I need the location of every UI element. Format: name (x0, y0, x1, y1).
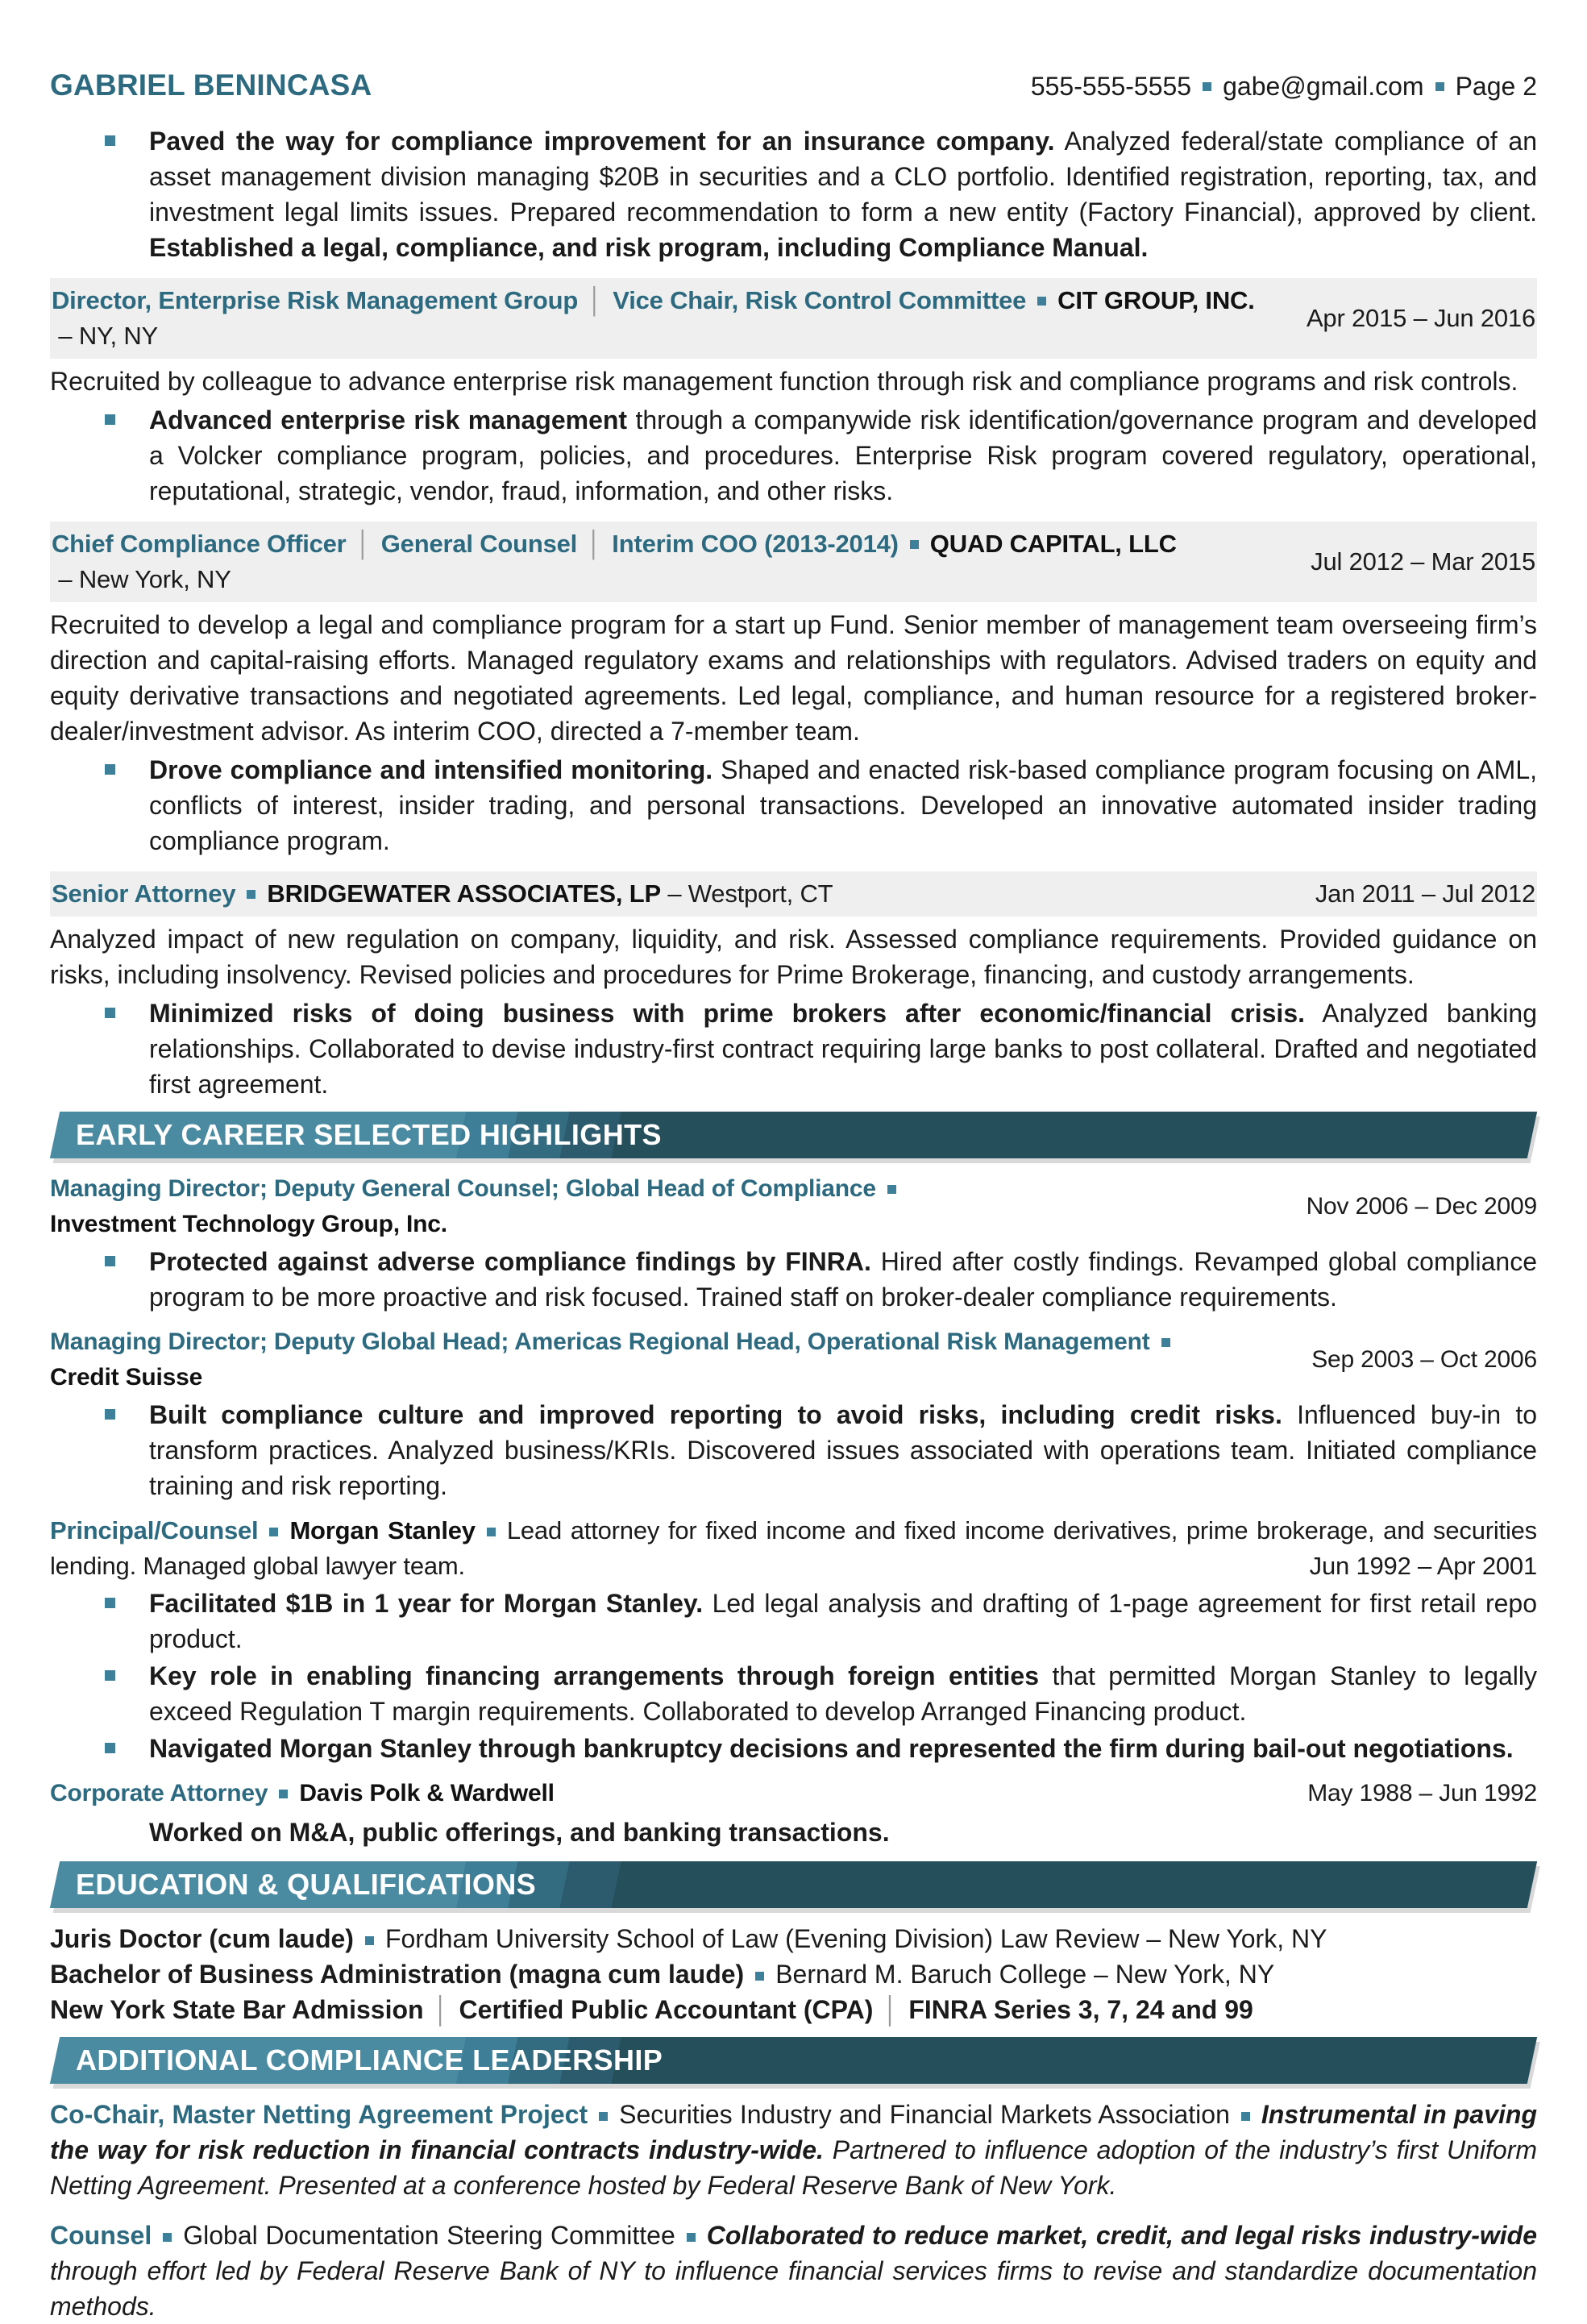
separator-square-icon (910, 540, 919, 549)
company-name: BRIDGEWATER ASSOCIATES, LP (267, 879, 661, 908)
job-title: Director, Enterprise Risk Management Group (52, 286, 579, 314)
school-name: Fordham University School of Law (Evening Division) Law Review – New York, NY (384, 1924, 1327, 1953)
leadership-item (50, 2218, 1537, 2324)
section-title: ADDITIONAL COMPLIANCE LEADERSHIP (76, 2043, 663, 2077)
separator-square-icon (269, 1528, 278, 1536)
email-address: gabe@gmail.com (1223, 72, 1424, 101)
separator-square-icon (1435, 82, 1444, 91)
section-banner-additional-leadership (55, 2037, 1532, 2084)
job-dates: Apr 2015 – Jun 2016 (1306, 304, 1535, 332)
separator-square-icon (487, 1528, 496, 1536)
section-title: EDUCATION & QUALIFICATIONS (76, 1868, 537, 1901)
bullet-item (50, 1397, 1537, 1503)
bullet-square-icon (105, 135, 115, 146)
bullet-square-icon (105, 414, 115, 425)
leadership-highlight: Instrumental in paving the way for risk reduction in financial contracts industry-wide. (50, 2100, 1538, 2164)
job-bullet-list (50, 402, 1537, 509)
job-note: Worked on M&A, public offerings, and banking transactions. (149, 1818, 890, 1847)
job-title-group (52, 526, 1291, 597)
job-title-group (50, 1324, 1292, 1395)
company-name: Morgan Stanley (289, 1516, 476, 1544)
job-heading-morgan-stanley (50, 1513, 1537, 1584)
job-dates: Jun 1992 – Apr 2001 (1309, 1552, 1537, 1580)
separator-square-icon (1203, 82, 1211, 91)
bullet-tail: Established a legal, compliance, and risk program, including Compliance Manual. (149, 233, 1149, 262)
intro-bullet-list (50, 123, 1537, 265)
bullet-item (50, 996, 1537, 1102)
company-location: – NY, NY (52, 322, 159, 350)
separator-square-icon (365, 1936, 374, 1945)
separator-square-icon (887, 1185, 896, 1194)
separator-square-icon (687, 2233, 696, 2242)
job-title: Principal/Counsel (50, 1516, 259, 1544)
bullet-item (50, 1731, 1537, 1766)
section-title: EARLY CAREER SELECTED HIGHLIGHTS (76, 1118, 662, 1151)
education-item (50, 1956, 1537, 1992)
leadership-detail: through effort led by Federal Reserve Bank of NY to influence financial services firms to revise and standardize documentation methods. (50, 2256, 1537, 2321)
pipe-separator: │ (355, 530, 372, 558)
bullet-square-icon (105, 1743, 115, 1753)
leadership-org: Global Documentation Steering Committee (183, 2221, 675, 2250)
separator-square-icon (755, 1972, 764, 1981)
bullet-lead: Advanced enterprise risk management (149, 405, 628, 434)
section-banner-education (55, 1861, 1532, 1908)
bullet-text (149, 402, 1537, 509)
job-dates: Jul 2012 – Mar 2015 (1311, 547, 1535, 576)
company-name: CIT GROUP, INC. (1057, 286, 1255, 314)
job-heading-bridgewater (50, 871, 1537, 917)
separator-square-icon (1161, 1338, 1170, 1347)
job-title: General Counsel (380, 530, 578, 558)
bullet-body: Analyzed banking relationships. Collaborated to devise industry-first contract requiring large banks to post collateral. Drafted and negotiated first agreement. (149, 999, 1538, 1099)
job-title: Managing Director; Deputy General Counsel; Global Head of Compliance (50, 1175, 876, 1202)
section-banner-early-career (55, 1112, 1532, 1158)
separator-square-icon (163, 2233, 172, 2242)
job-title-group (52, 283, 1287, 354)
job-title-group (50, 1776, 555, 1811)
credential: Certified Public Accountant (CPA) (459, 1995, 874, 2024)
bullet-body: Analyzed federal/state compliance of an asset management division managing $20B in securities and a CLO portfolio. Identified registration, reporting, tax, and investment legal limits issues. Prepared recommendation to form a new entity (Factory Financial), approved by client. (149, 127, 1538, 227)
education-item (50, 1921, 1537, 1956)
job-bullet-list (50, 752, 1537, 859)
separator-square-icon (599, 2112, 608, 2121)
bullet-item (50, 1658, 1537, 1729)
job-title: Senior Attorney (52, 879, 236, 908)
leadership-highlight: Collaborated to reduce market, credit, and legal risks industry-wide (706, 2221, 1538, 2250)
job-dates: Nov 2006 – Dec 2009 (1306, 1193, 1537, 1220)
bullet-item (50, 123, 1537, 265)
job-bullet-list (50, 996, 1537, 1102)
contact-line (1031, 69, 1537, 104)
job-bullet-list (50, 1244, 1537, 1315)
bullet-lead: Facilitated $1B in 1 year for Morgan Stanley. (149, 1589, 704, 1618)
bullet-lead: Built compliance culture and improved reporting to avoid risks, including credit risks. (149, 1400, 1282, 1429)
degree-name: Bachelor of Business Administration (magna cum laude) (50, 1960, 745, 1989)
leadership-detail: Partnered to influence adoption of the industry’s first Uniform Netting Agreement. Presented at a conference hosted by Federal Reserve Bank of New York. (50, 2135, 1538, 2200)
bullet-text (149, 123, 1537, 265)
bullet-square-icon (105, 1256, 115, 1266)
school-name: Bernard M. Baruch College – New York, NY (775, 1960, 1275, 1989)
job-summary: Recruited to develop a legal and compliance program for a start up Fund. Senior member of management team overseeing firm’s direction and capital-raising efforts. Managed regulatory exams and relationships with regulators. Advised traders on equity and equity derivative transactions and negotiated agreements. Led legal, compliance, and human resource for a registered broker-dealer/investment advisor. As interim COO, directed a 7-member team. (50, 610, 1537, 746)
leadership-role: Co-Chair, Master Netting Agreement Project (50, 2100, 588, 2129)
job-dates: Jan 2011 – Jul 2012 (1315, 879, 1535, 908)
company-name: Investment Technology Group, Inc. (50, 1211, 447, 1237)
bullet-lead: Navigated Morgan Stanley through bankruptcy decisions and represented the firm during bail-out negotiations. (149, 1734, 1514, 1763)
separator-square-icon (1037, 297, 1046, 306)
job-title-group (50, 1171, 1287, 1242)
candidate-name: GABRIEL BENINCASA (50, 69, 372, 102)
job-dates: Sep 2003 – Oct 2006 (1311, 1346, 1537, 1373)
job-title: Vice Chair, Risk Control Committee (613, 286, 1027, 314)
pipe-separator: │ (587, 530, 603, 558)
credential: FINRA Series 3, 7, 24 and 99 (908, 1995, 1253, 2024)
bullet-item (50, 1244, 1537, 1315)
job-summary: Recruited by colleague to advance enterprise risk management function through risk and compliance programs and risk controls. (50, 367, 1518, 396)
pipe-separator: │ (588, 286, 604, 314)
job-heading-davis-polk (50, 1776, 1537, 1811)
page-number: Page 2 (1455, 72, 1537, 101)
degree-name: Juris Doctor (cum laude) (50, 1924, 354, 1953)
bullet-square-icon (105, 764, 115, 775)
company-location: – New York, NY (52, 565, 231, 593)
job-bullet-list (50, 1397, 1537, 1503)
pipe-separator: │ (883, 1995, 899, 2024)
job-description: Lead attorney for fixed income and fixed income derivatives, prime brokerage, and securities lending. Managed global lawyer team. (50, 1516, 1537, 1580)
job-summary: Analyzed impact of new regulation on company, liquidity, and risk. Assessed compliance requirements. Provided guidance on risks, including insolvency. Revised policies and procedures for Prime Brokerage, financing, and custody arrangements. (50, 925, 1537, 989)
bullet-text (149, 1397, 1537, 1503)
job-bullet-list (50, 1586, 1537, 1766)
leadership-org: Securities Industry and Financial Markets Association (619, 2100, 1230, 2129)
job-title: Chief Compliance Officer (52, 530, 347, 558)
job-heading-itg (50, 1171, 1537, 1242)
phone-number: 555-555-5555 (1030, 72, 1192, 101)
job-heading-credit-suisse (50, 1324, 1537, 1395)
separator-square-icon (279, 1790, 288, 1798)
company-name: Credit Suisse (50, 1364, 203, 1391)
job-heading-quad (50, 522, 1537, 602)
bullet-body: Led legal analysis and drafting of 1-page agreement for first retail repo product. (149, 1589, 1538, 1653)
job-title: Managing Director; Deputy Global Head; Americas Regional Head, Operational Risk Management (50, 1328, 1150, 1355)
job-title: Interim COO (2013-2014) (612, 530, 899, 558)
bullet-square-icon (105, 1008, 115, 1018)
bullet-item (50, 752, 1537, 859)
bullet-body: Hired after costly findings. Revamped global compliance program to be more proactive and risk focused. Trained staff on broker-dealer compliance requirements. (149, 1247, 1538, 1312)
bullet-lead: Minimized risks of doing business with prime brokers after economic/financial crisis. (149, 999, 1306, 1028)
bullet-item (50, 402, 1537, 509)
bullet-square-icon (105, 1670, 115, 1681)
bullet-body: Shaped and enacted risk-based compliance program focusing on AML, conflicts of interest, insider trading, and personal transactions. Developed an innovative automated insider trading compliance program. (149, 755, 1538, 855)
pipe-separator: │ (433, 1995, 450, 2024)
education-section (50, 1921, 1537, 2027)
separator-square-icon (247, 890, 255, 899)
bullet-body: that permitted Morgan Stanley to legally exceed Regulation T margin requirements. Collaborated to develop Arranged Financing product. (149, 1661, 1538, 1726)
bullet-square-icon (105, 1598, 115, 1608)
bullet-text (149, 1244, 1537, 1315)
bullet-square-icon (105, 1409, 115, 1420)
bullet-body: through a companywide risk identification/governance program and developed a Volcker compliance program, policies, and procedures. Enterprise Risk program covered regulatory, operational, reputational, strategic, vendor, fraud, information, and other risks. (149, 405, 1538, 505)
company-name: QUAD CAPITAL, LLC (929, 530, 1177, 558)
bullet-lead: Key role in enabling financing arrangements through foreign entities (149, 1661, 1040, 1690)
job-dates: May 1988 – Jun 1992 (1307, 1780, 1537, 1806)
credential: New York State Bar Admission (50, 1995, 424, 2024)
bullet-text (149, 996, 1537, 1102)
bullet-lead: Protected against adverse compliance findings by FINRA. (149, 1247, 871, 1276)
company-name: Davis Polk & Wardwell (299, 1780, 555, 1806)
bullet-text (149, 1731, 1537, 1766)
leadership-item (50, 2097, 1537, 2203)
leadership-role: Counsel (50, 2221, 152, 2250)
bullet-item (50, 1586, 1537, 1657)
bullet-lead: Paved the way for compliance improvement for an insurance company. (149, 127, 1055, 156)
job-title-group (52, 876, 833, 912)
bullet-text (149, 1658, 1537, 1729)
job-heading-cit (50, 278, 1537, 359)
separator-square-icon (1241, 2112, 1250, 2121)
bullet-text (149, 1586, 1537, 1657)
bullet-text (149, 752, 1537, 859)
company-location: – Westport, CT (660, 879, 833, 908)
bullet-lead: Drove compliance and intensified monitoring. (149, 755, 713, 784)
page-header (50, 68, 1537, 104)
bullet-body: Influenced buy-in to transform practices. Analyzed business/KRIs. Discovered issues associated with operations team. Initiated compliance training and risk reporting. (149, 1400, 1538, 1500)
credentials-line (50, 1992, 1537, 2027)
job-title: Corporate Attorney (50, 1780, 268, 1806)
